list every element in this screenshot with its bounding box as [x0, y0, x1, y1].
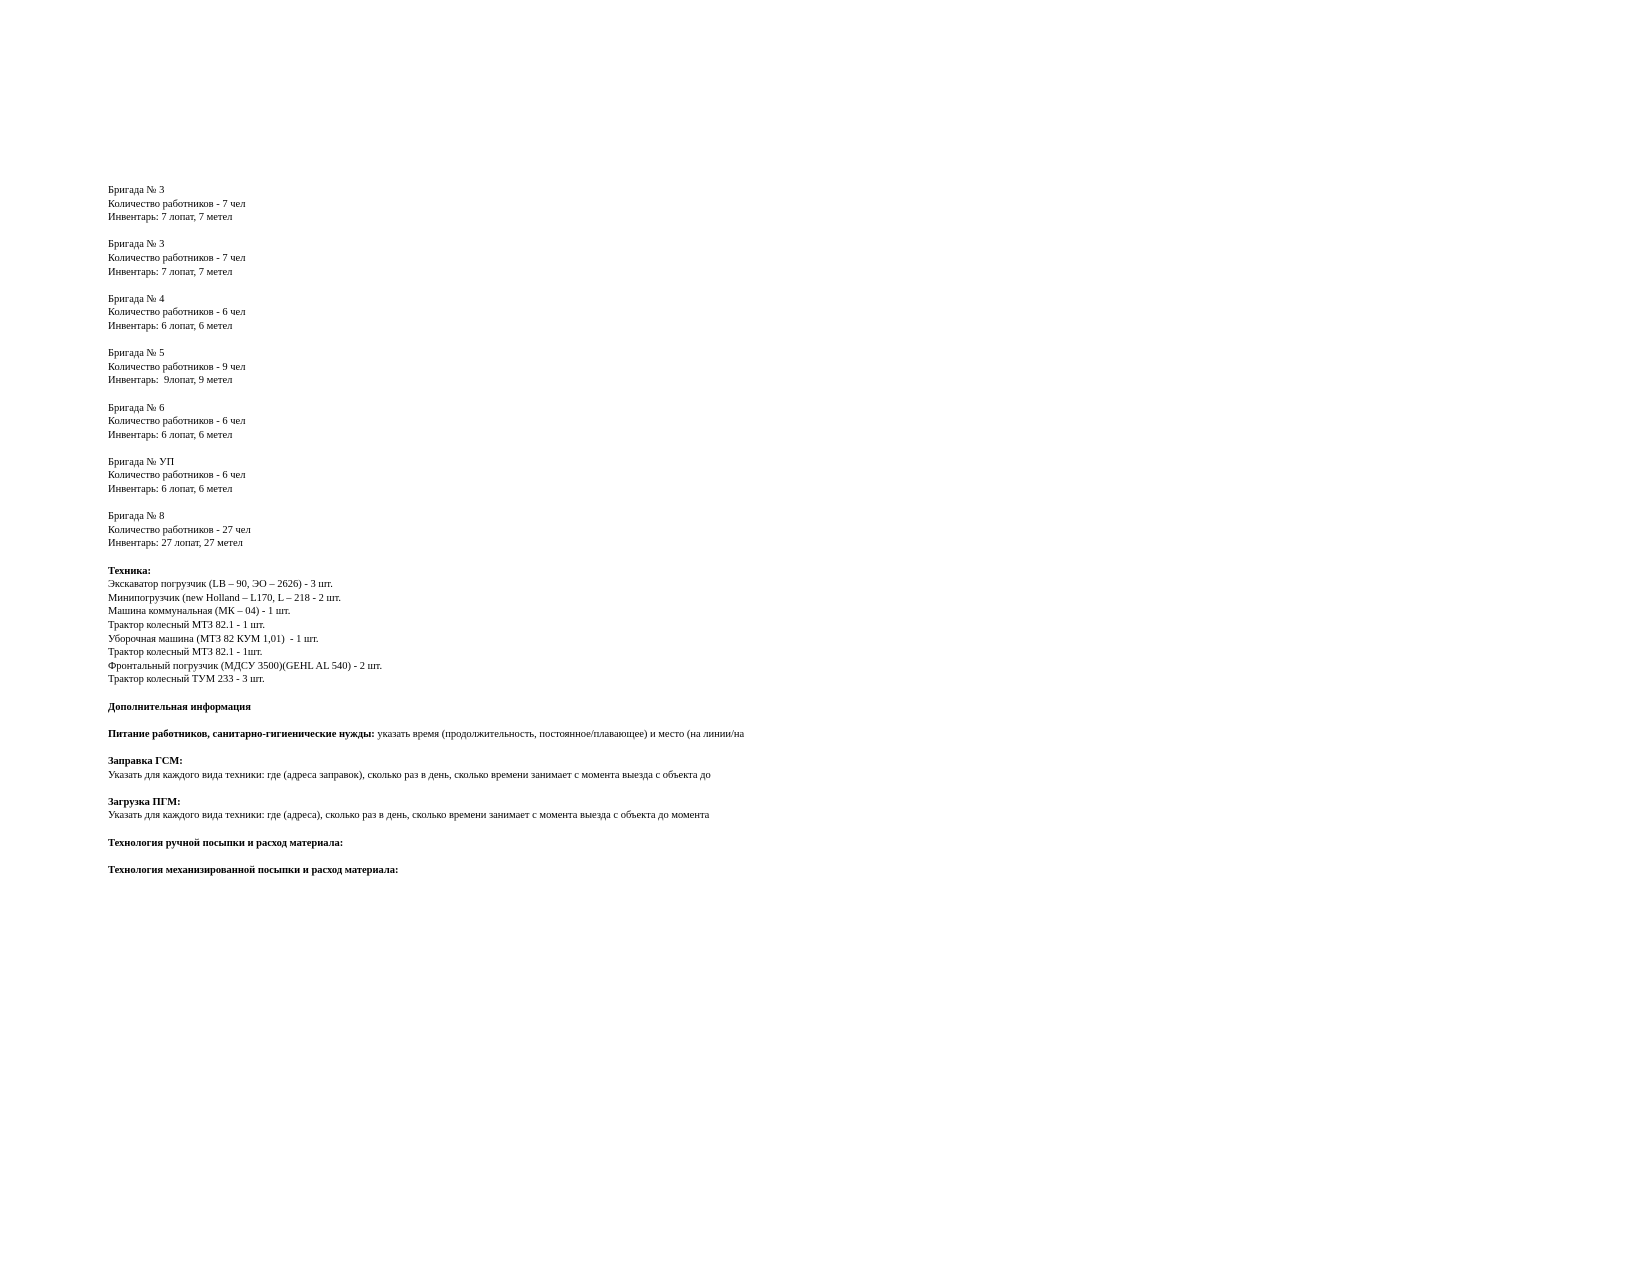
spacer [108, 714, 1588, 728]
food-line [108, 728, 1588, 742]
equipment-item: Фронтальный погрузчик (МДСУ 3500)(GEHL AL 540) - 2 шт. [108, 660, 383, 672]
spacer [108, 850, 1588, 864]
equipment-item: Трактор колесный ТУМ 233 - 3 шт. [108, 674, 265, 686]
spacer [108, 551, 1588, 565]
brigade-block [108, 184, 1588, 238]
equipment-item: Минипогрузчик (new Holland – L170, L – 218 - 2 шт. [108, 592, 342, 604]
equipment-item: Трактор колесный МТЗ 82.1 - 1 шт. [108, 620, 266, 631]
spacer [108, 279, 1588, 293]
spacer [108, 823, 1588, 837]
equipment-item: Трактор колесный МТЗ 82.1 - 1шт. [108, 647, 263, 659]
brigade-workers: Количество работников - 9 чел [108, 361, 246, 373]
equipment-item: Машина коммунальная (МК – 04) - 1 шт. [108, 606, 291, 618]
equipment-heading: Техника: [108, 565, 152, 577]
brigade-block [108, 456, 1588, 510]
brigade-inventory: Инвентарь: 6 лопат, 6 метел [108, 484, 233, 496]
document-page [108, 184, 1588, 877]
brigade-workers: Количество работников - 7 чел [108, 198, 246, 210]
pgm-text: Указать для каждого вида техники: где (адреса), сколько раз в день, сколько времени занимает с момента выезда с объекта до момента [108, 810, 710, 822]
brigade-title: Бригада № 5 [108, 348, 165, 360]
brigade-workers: Количество работников - 6 чел [108, 416, 246, 428]
brigade-inventory: Инвентарь: 27 лопат, 27 метел [108, 538, 243, 550]
spacer [108, 388, 1588, 402]
brigade-block [108, 347, 1588, 401]
brigade-block [108, 402, 1588, 456]
brigade-inventory: Инвентарь: 6 лопат, 6 метел [108, 320, 233, 332]
fuel-heading: Заправка ГСМ: [108, 755, 183, 767]
pgm-heading: Загрузка ПГМ: [108, 796, 181, 808]
spacer [108, 334, 1588, 348]
brigade-title: Бригада № 6 [108, 402, 165, 414]
additional-heading: Дополнительная информация [108, 701, 251, 713]
spacer [108, 741, 1588, 755]
spacer [108, 225, 1588, 239]
brigade-title: Бригада № 3 [108, 239, 165, 251]
brigade-block [108, 510, 1588, 564]
fuel-text: Указать для каждого вида техники: где (адреса заправок), сколько раз в день, сколько времени занимает с момента выезда с объекта до [108, 769, 711, 781]
equipment-section [108, 565, 1588, 701]
spacer [108, 497, 1588, 511]
brigade-block [108, 238, 1588, 292]
brigade-inventory: Инвентарь: 6 лопат, 6 метел [108, 429, 233, 441]
food-text: указать время (продолжительность, постоянное/плавающее) и место (на линии/на [374, 728, 745, 740]
brigade-title: Бригада № УП [108, 456, 175, 468]
brigade-title: Бригада № 3 [108, 185, 165, 196]
additional-section [108, 701, 1588, 878]
brigade-title: Бригада № 4 [108, 293, 165, 305]
brigade-workers: Количество работников - 7 чел [108, 252, 246, 264]
brigade-block [108, 293, 1588, 347]
brigade-title: Бригада № 8 [108, 511, 165, 523]
equipment-item: Уборочная машина (МТЗ 82 КУМ 1,01) - 1 шт. [108, 633, 319, 645]
brigade-workers: Количество работников - 27 чел [108, 524, 251, 536]
spacer [108, 687, 1588, 701]
food-label: Питание работников, санитарно-гигиенические нужды: [108, 728, 375, 740]
brigade-inventory: Инвентарь: 7 лопат, 7 метел [108, 212, 233, 224]
equipment-item: Экскаватор погрузчик (LB – 90, ЭО – 2626) - 3 шт. [108, 579, 333, 591]
spacer [108, 782, 1588, 796]
spacer [108, 442, 1588, 456]
brigade-inventory: Инвентарь: 7 лопат, 7 метел [108, 266, 233, 278]
brigade-workers: Количество работников - 6 чел [108, 470, 246, 482]
brigade-inventory: Инвентарь: 9лопат, 9 метел [108, 375, 233, 387]
mechanized-spreading-heading: Технология механизированной посыпки и расход материала: [108, 864, 399, 876]
manual-spreading-heading: Технология ручной посыпки и расход материала: [108, 837, 344, 849]
brigade-workers: Количество работников - 6 чел [108, 307, 246, 319]
